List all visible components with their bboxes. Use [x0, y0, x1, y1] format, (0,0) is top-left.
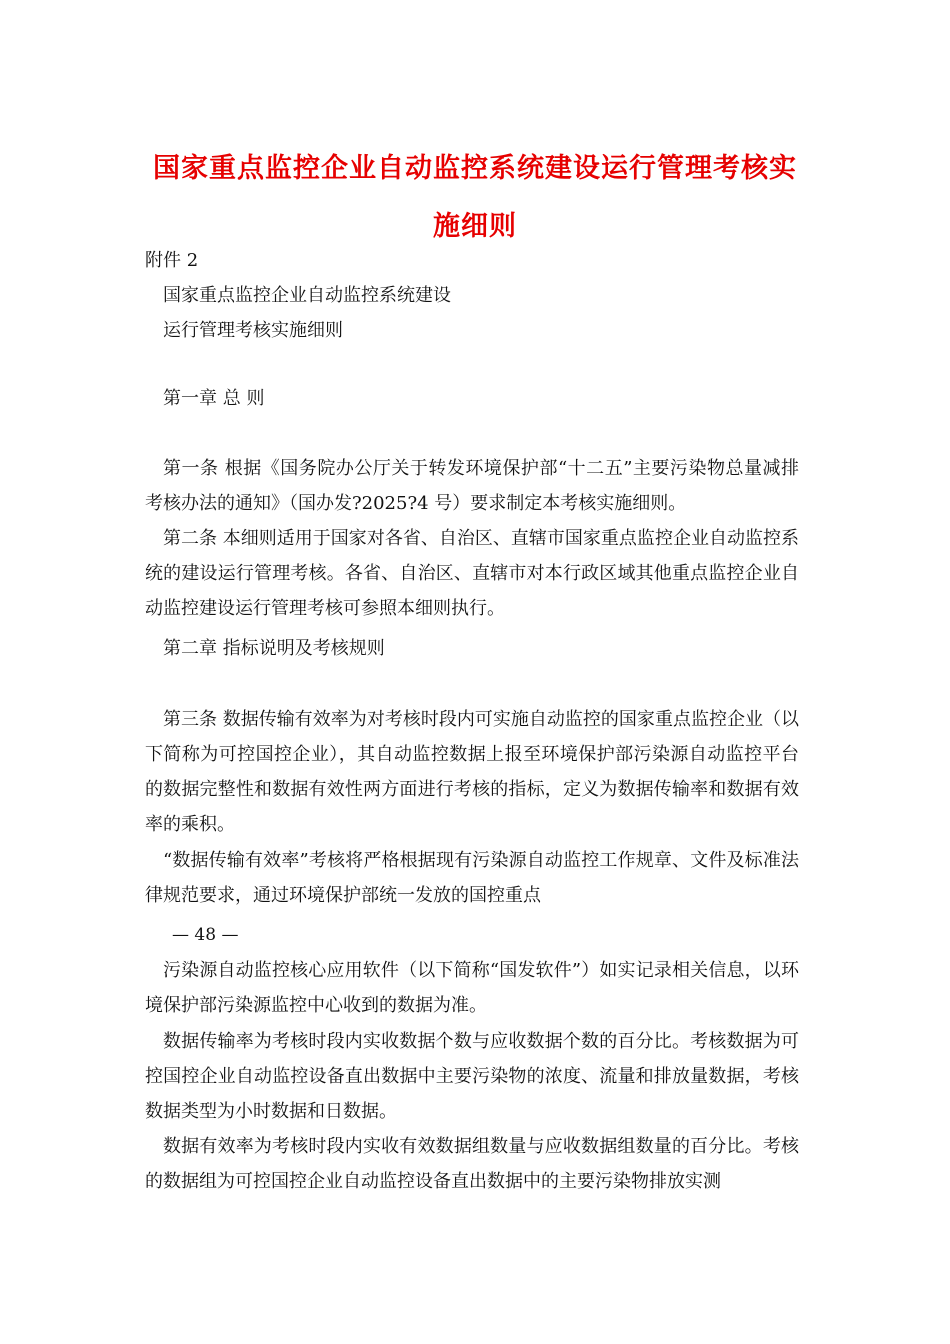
article-2: 第二条 本细则适用于国家对各省、自治区、直辖市国家重点监控企业自动监控系统的建设运行管理考核。各省、自治区、直辖市对本行政区域其他重点监控企业自动监控建设运行管理考核可参照本细则执行。: [145, 528, 799, 619]
subtitle-line-2: 运行管理考核实施细则: [163, 320, 343, 341]
attachment-label: 附件 2: [145, 250, 199, 271]
paragraph-transmission: “数据传输有效率”考核将严格根据现有污染源自动监控工作规章、文件及标准法律规范要求，通过环境保护部统一发放的国控重点: [145, 850, 799, 906]
paragraph-software: 污染源自动监控核心应用软件（以下简称“国发软件”）如实记录相关信息，以环境保护部污染源监控中心收到的数据为准。: [145, 960, 799, 1016]
page-number: — 48 —: [172, 925, 239, 945]
article-3: 第三条 数据传输有效率为对考核时段内可实施自动监控的国家重点监控企业（以下简称为可控国控企业），其自动监控数据上报至环境保护部污染源自动监控平台的数据完整性和数据有效性两方面进行考核的指标，定义为数据传输率和数据有效率的乘积。: [145, 709, 799, 835]
subtitle-line-1: 国家重点监控企业自动监控系统建设: [163, 285, 451, 306]
document-title: 国家重点监控企业自动监控系统建设运行管理考核实施细则: [153, 153, 797, 242]
paragraph-transmission-rate: 数据传输率为考核时段内实收数据个数与应收数据个数的百分比。考核数据为可控国控企业自动监控设备直出数据中主要污染物的浓度、流量和排放量数据，考核数据类型为小时数据和日数据。: [145, 1031, 799, 1122]
article-1: 第一条 根据《国务院办公厅关于转发环境保护部“十二五”主要污染物总量减排考核办法的通知》（国办发?2025?4 号）要求制定本考核实施细则。: [145, 458, 799, 514]
chapter-2-heading: 第二章 指标说明及考核规则: [163, 638, 385, 659]
paragraph-validity-rate: 数据有效率为考核时段内实收有效数据组数量与应收数据组数量的百分比。考核的数据组为可控国控企业自动监控设备直出数据中的主要污染物排放实测: [145, 1136, 799, 1192]
chapter-1-heading: 第一章 总 则: [163, 388, 265, 409]
